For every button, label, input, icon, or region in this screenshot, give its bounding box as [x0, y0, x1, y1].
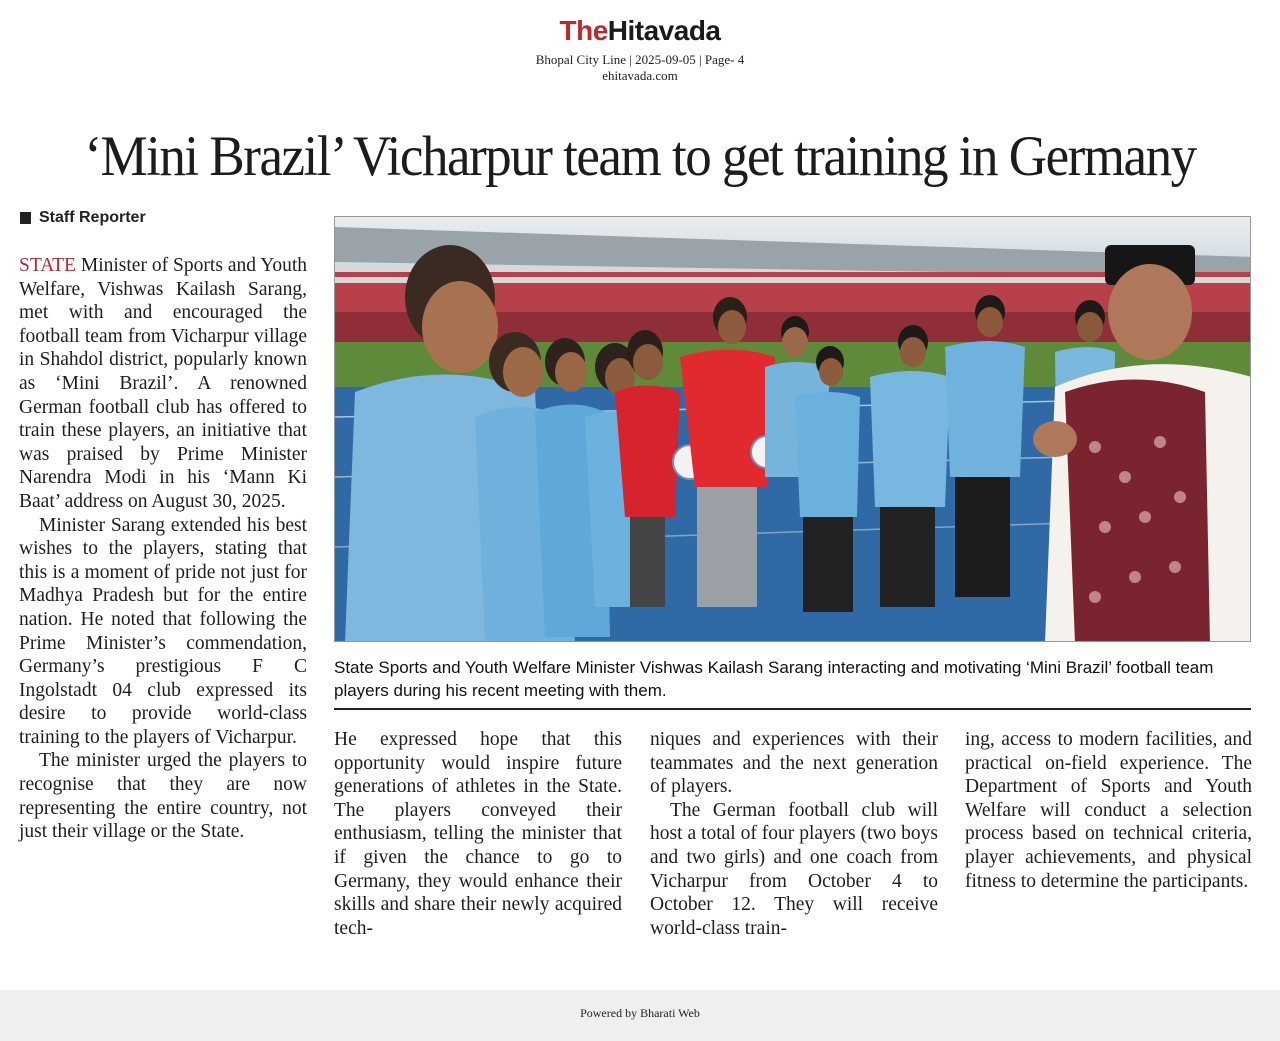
- kicker: STATE: [19, 255, 76, 276]
- paragraph: The minister urged the players to recognise that they are now representing the entire country, not just their village or the State.: [19, 750, 307, 843]
- footer-bar: [0, 990, 1280, 1041]
- photo-caption: State Sports and Youth Welfare Minister Vishwas Kailash Sarang interacting and motivating ‘Mini Brazil’ football team players during his recent meeting with them.: [334, 658, 1214, 700]
- news-photo[interactable]: [334, 216, 1251, 642]
- paragraph-text: Minister of Sports and Youth Welfare, Vishwas Kailash Sarang, met with and encouraged the football team from Vicharpur village in Shahdol district, popularly known as ‘Mini Brazil’. A renowned German football club has offered to train these players, an initiative that was praised by Prime Minister Narendra Modi in his ‘Mann Ki Baat’ address on August 30, 2025.: [19, 255, 307, 512]
- paragraph: The German football club will host a total of four players (two boys and two girls) and one coach from Vicharpur from October 4 to October 12. They will receive world-class train-: [650, 799, 938, 939]
- byline-text: Staff Reporter: [39, 209, 146, 226]
- byline: [20, 208, 146, 228]
- footer-credit-link[interactable]: Powered by Bharati Web: [580, 1006, 700, 1020]
- edition-meta: Bhopal City Line | 2025-09-05 | Page- 4: [535, 52, 745, 67]
- paragraph: Minister Sarang extended his best wishes to the players, stating that this is a moment of pride not just for Madhya Pradesh but for the entire nation. He noted that following the Prime Minister’s commendation, Germany’s prestigious F C Ingolstadt 04 club expressed its desire to provide world-class training to the players of Vicharpur.: [19, 514, 307, 748]
- article-column-1: [19, 254, 307, 844]
- paragraph: He expressed hope that this opportunity would inspire future generations of athletes in the State. The players conveyed their enthusiasm, telling the minister that if given the chance to go to Germany, they would enhance their skills and share their newly acquired tech-: [334, 729, 622, 939]
- photo-illustration: [335, 217, 1251, 642]
- paragraph: [19, 254, 307, 514]
- masthead: [0, 14, 1280, 83]
- site-link[interactable]: ehitavada.com: [602, 68, 678, 83]
- article-column-3: [650, 728, 938, 940]
- paragraph: ing, access to modern facilities, and practical on-field experience. The Department of Sports and Youth Welfare will conduct a selection process based on technical criteria, player achievements, and physical fitness to determine the participants.: [965, 729, 1252, 892]
- newspaper-logo[interactable]: [0, 14, 1280, 48]
- caption-divider: [334, 708, 1251, 710]
- article-column-4: [965, 728, 1252, 893]
- paragraph: niques and experiences with their teammates and the next generation of players.: [650, 729, 938, 798]
- byline-square-icon: [20, 212, 31, 224]
- article-column-2: [334, 728, 622, 940]
- article-headline: ‘Mini Brazil’ Vicharpur team to get training in Germany: [84, 125, 1196, 188]
- logo-name: Hitavada: [607, 15, 721, 46]
- logo-the: The: [559, 15, 608, 46]
